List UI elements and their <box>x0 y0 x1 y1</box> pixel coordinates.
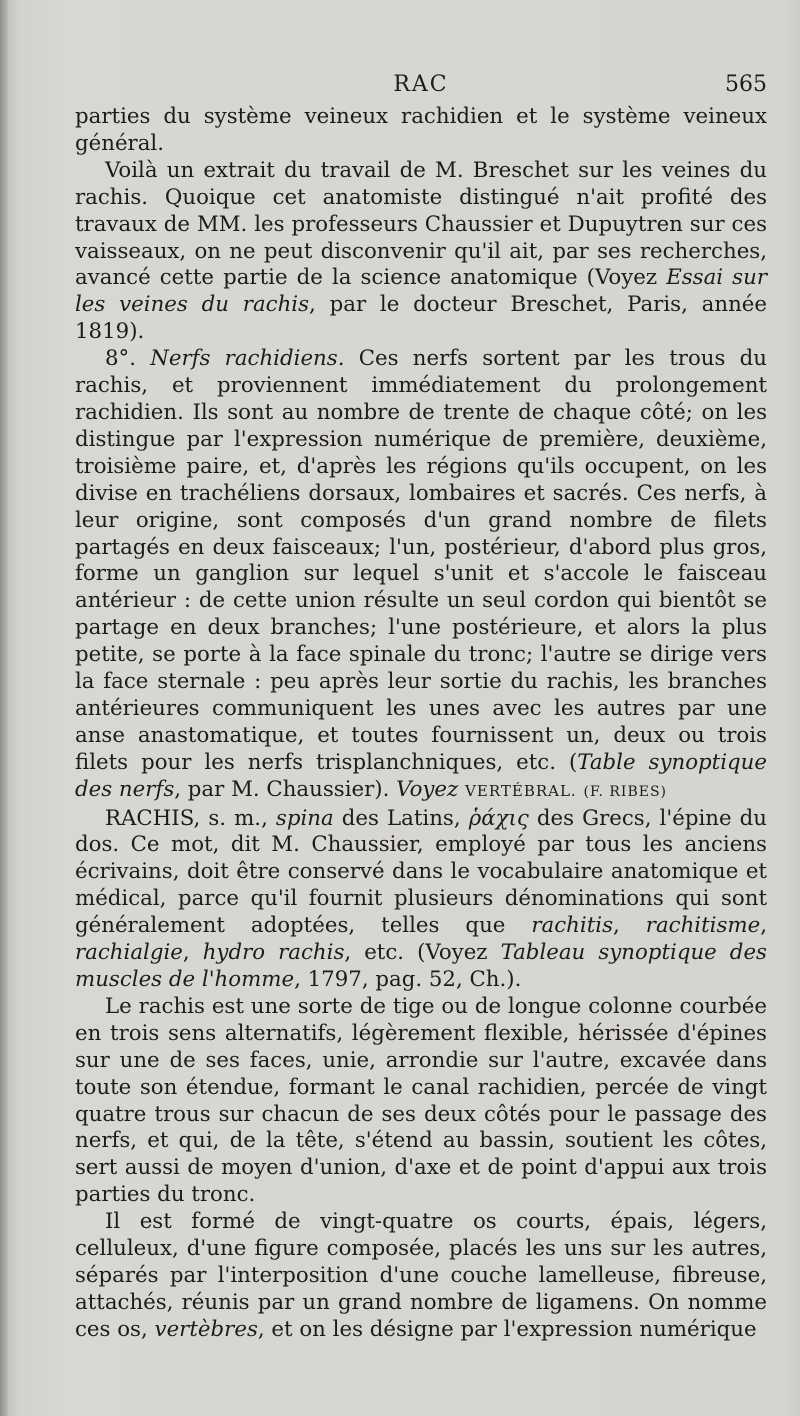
reference-title: Essai sur les veines du rachis <box>75 265 768 318</box>
section-number: 8°. <box>105 346 136 372</box>
reference-title: Tableau synoptique des muscles de l'homme <box>75 940 767 992</box>
author-signature: (F. RIBES) <box>583 783 668 800</box>
greek-term: ῥάχις <box>468 805 529 831</box>
paragraph-5: Le rachis est une sorte de tige ou de longue colonne courbée en trois sens alternatifs, légèrement flexible, hérissée d'épines sur une de ses faces, unie, arrondie sur l'autre, excavée dans toute son étendue, formant le canal rachidien, percée de vingt quatre trous sur chacun de ses deux côtés pour le passage des nerfs, et qui, de la tête, s'étend au bassin, soutient les côtes, sert aussi de moyen d'union, d'axe et de point d'appui aux trois parties du tronc. <box>75 993 767 1208</box>
entry-rachis: RACHIS, s. m., spina des Latins, ῥάχις des Grecs, l'épine du dos. Ce mot, dit M. Chaussier, employé par tous les anciens écrivains, doit être conservé dans le vocabulaire anatomique et médical, parce qu'il fournit plusieurs dénominations qui sont généralement adoptées, telles que rachitis, rachitisme, rachialgie, hydro rachis, etc. (Voyez Tableau synoptique des muscles de l'homme, 1797, pag. 52, Ch.). <box>75 805 767 992</box>
entry-headword: RACHIS <box>105 805 194 831</box>
section-title: Nerfs rachidiens. <box>150 346 345 372</box>
page-header <box>75 72 767 102</box>
paragraph-6: Il est formé de vingt-quatre os courts, épais, légers, celluleux, d'une figure composée, placés les uns sur les autres, séparés par l'interposition d'une couche lamelleuse, fibreuse, attachés, réunis par un grand nombre de ligamens. On nomme ces os, vertèbres, et on les désigne par l'expression numérique <box>75 1209 767 1342</box>
running-head: RAC <box>393 72 449 97</box>
paragraph-1: parties du système veineux rachidien et le système veineux général. <box>75 104 767 156</box>
reference-title: Table synoptique des nerfs <box>75 749 767 802</box>
paragraph-2: Voilà un extrait du travail de M. Breschet sur les veines du rachis. Quoique cet anatomiste distingué n'ait profité des travaux de MM. les professeurs Chaussier et Dupuytren sur ces vaisseaux, on ne peut disconvenir qu'il ait, par ses recherches, avancé cette partie de la science anatomique (Voyez Essai sur les veines du rachis, par le docteur Breschet, Paris, année 1819). <box>75 157 768 345</box>
page-number: 565 <box>725 72 767 97</box>
cross-reference: VERTÉBRAL. <box>465 781 577 800</box>
paragraph-nerfs-rachidiens: 8°. Nerfs rachidiens. Ces nerfs sortent par les trous du rachis, et proviennent immédiatement du prolongement rachidien. Ils sont au nombre de trente de chaque côté; on les distingue par l'expression numérique de première, deuxième, troisième paire, et, d'après les régions qu'ils occupent, on les divise en trachéliens dorsaux, lombaires et sacrés. Ces nerfs, à leur origine, sont composés d'un grand nombre de filets partagés en deux faisceaux; l'un, postérieur, d'abord plus gros, forme un ganglion sur lequel s'unit et s'accole le faisceau antérieur : de cette union résulte un seul cordon qui bientôt se partage en deux branches; l'une postérieure, et alors la plus petite, se porte à la face spinale du tronc; l'autre se dirige vers la face sternale : peu après leur sortie du rachis, les branches antérieures communiquent les unes avec les autres par une anse anastomatique, et toutes fournissent un, deux ou trois filets pour les nerfs trisplanchniques, etc. (Table synoptique des nerfs, par M. Chaussier). Voyez VERTÉBRAL. (F. RIBES) <box>75 346 767 802</box>
body-text <box>75 104 767 1344</box>
binding-edge <box>0 0 8 1416</box>
